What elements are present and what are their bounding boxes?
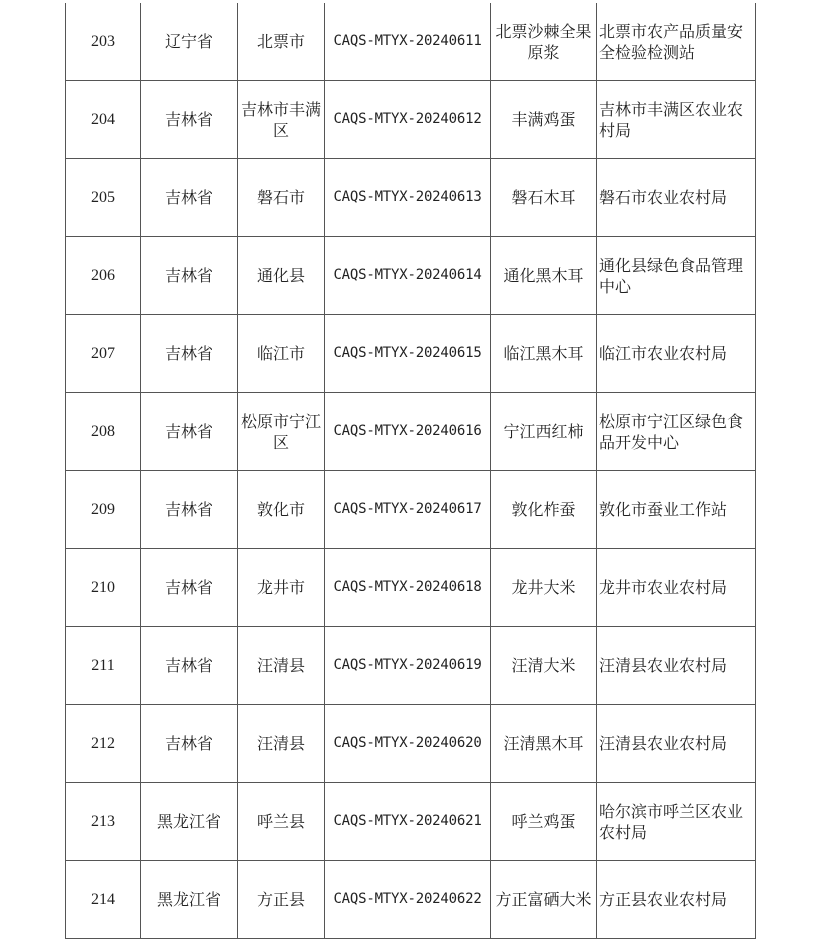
certificate-code-cell: CAQS-MTYX-20240617 — [325, 471, 491, 549]
table-row — [66, 705, 756, 783]
table-row — [66, 81, 756, 159]
organization-cell: 方正县农业农村局 — [597, 861, 756, 939]
province-cell: 吉林省 — [141, 471, 238, 549]
product-name-cell: 敦化柞蚕 — [491, 471, 597, 549]
row-number-cell: 205 — [66, 159, 141, 237]
province-cell: 吉林省 — [141, 393, 238, 471]
table-row — [66, 393, 756, 471]
province-cell: 吉林省 — [141, 237, 238, 315]
province-cell: 吉林省 — [141, 159, 238, 237]
certificate-code-cell: CAQS-MTYX-20240612 — [325, 81, 491, 159]
table-row — [66, 627, 756, 705]
province-cell: 黑龙江省 — [141, 783, 238, 861]
row-number-cell: 206 — [66, 237, 141, 315]
organization-cell: 哈尔滨市呼兰区农业农村局 — [597, 783, 756, 861]
province-cell: 吉林省 — [141, 627, 238, 705]
row-number-cell: 207 — [66, 315, 141, 393]
product-name-cell: 通化黑木耳 — [491, 237, 597, 315]
table-row — [66, 3, 756, 81]
row-number-cell: 209 — [66, 471, 141, 549]
table-row — [66, 471, 756, 549]
organization-cell: 吉林市丰满区农业农村局 — [597, 81, 756, 159]
province-cell: 吉林省 — [141, 549, 238, 627]
table-body — [66, 3, 756, 939]
product-name-cell: 方正富硒大米 — [491, 861, 597, 939]
area-cell: 松原市宁江区 — [238, 393, 325, 471]
product-name-cell: 汪清黑木耳 — [491, 705, 597, 783]
organization-cell: 临江市农业农村局 — [597, 315, 756, 393]
province-cell: 吉林省 — [141, 705, 238, 783]
table-row — [66, 783, 756, 861]
certificate-code-cell: CAQS-MTYX-20240619 — [325, 627, 491, 705]
area-cell: 北票市 — [238, 3, 325, 81]
area-cell: 汪清县 — [238, 627, 325, 705]
certificate-code-cell: CAQS-MTYX-20240615 — [325, 315, 491, 393]
certificate-code-cell: CAQS-MTYX-20240611 — [325, 3, 491, 81]
registry-table — [65, 3, 756, 939]
row-number-cell: 213 — [66, 783, 141, 861]
area-cell: 临江市 — [238, 315, 325, 393]
organization-cell: 汪清县农业农村局 — [597, 627, 756, 705]
certificate-code-cell: CAQS-MTYX-20240618 — [325, 549, 491, 627]
row-number-cell: 203 — [66, 3, 141, 81]
certificate-code-cell: CAQS-MTYX-20240621 — [325, 783, 491, 861]
row-number-cell: 212 — [66, 705, 141, 783]
area-cell: 方正县 — [238, 861, 325, 939]
area-cell: 龙井市 — [238, 549, 325, 627]
product-name-cell: 磐石木耳 — [491, 159, 597, 237]
area-cell: 通化县 — [238, 237, 325, 315]
organization-cell: 汪清县农业农村局 — [597, 705, 756, 783]
product-name-cell: 北票沙棘全果原浆 — [491, 3, 597, 81]
table-row — [66, 159, 756, 237]
product-name-cell: 呼兰鸡蛋 — [491, 783, 597, 861]
product-name-cell: 丰满鸡蛋 — [491, 81, 597, 159]
row-number-cell: 204 — [66, 81, 141, 159]
province-cell: 吉林省 — [141, 315, 238, 393]
organization-cell: 龙井市农业农村局 — [597, 549, 756, 627]
organization-cell: 通化县绿色食品管理中心 — [597, 237, 756, 315]
table-row — [66, 861, 756, 939]
organization-cell: 松原市宁江区绿色食品开发中心 — [597, 393, 756, 471]
product-name-cell: 汪清大米 — [491, 627, 597, 705]
product-name-cell: 宁江西红柿 — [491, 393, 597, 471]
province-cell: 吉林省 — [141, 81, 238, 159]
row-number-cell: 211 — [66, 627, 141, 705]
row-number-cell: 210 — [66, 549, 141, 627]
area-cell: 吉林市丰满区 — [238, 81, 325, 159]
organization-cell: 敦化市蚕业工作站 — [597, 471, 756, 549]
area-cell: 呼兰县 — [238, 783, 325, 861]
certificate-code-cell: CAQS-MTYX-20240620 — [325, 705, 491, 783]
area-cell: 磐石市 — [238, 159, 325, 237]
table-row — [66, 549, 756, 627]
province-cell: 黑龙江省 — [141, 861, 238, 939]
organization-cell: 磐石市农业农村局 — [597, 159, 756, 237]
product-name-cell: 龙井大米 — [491, 549, 597, 627]
row-number-cell: 208 — [66, 393, 141, 471]
certificate-code-cell: CAQS-MTYX-20240616 — [325, 393, 491, 471]
province-cell: 辽宁省 — [141, 3, 238, 81]
table-row — [66, 237, 756, 315]
product-name-cell: 临江黑木耳 — [491, 315, 597, 393]
organization-cell: 北票市农产品质量安全检验检测站 — [597, 3, 756, 81]
table-row — [66, 315, 756, 393]
row-number-cell: 214 — [66, 861, 141, 939]
certificate-code-cell: CAQS-MTYX-20240613 — [325, 159, 491, 237]
certificate-code-cell: CAQS-MTYX-20240622 — [325, 861, 491, 939]
area-cell: 敦化市 — [238, 471, 325, 549]
area-cell: 汪清县 — [238, 705, 325, 783]
certificate-code-cell: CAQS-MTYX-20240614 — [325, 237, 491, 315]
